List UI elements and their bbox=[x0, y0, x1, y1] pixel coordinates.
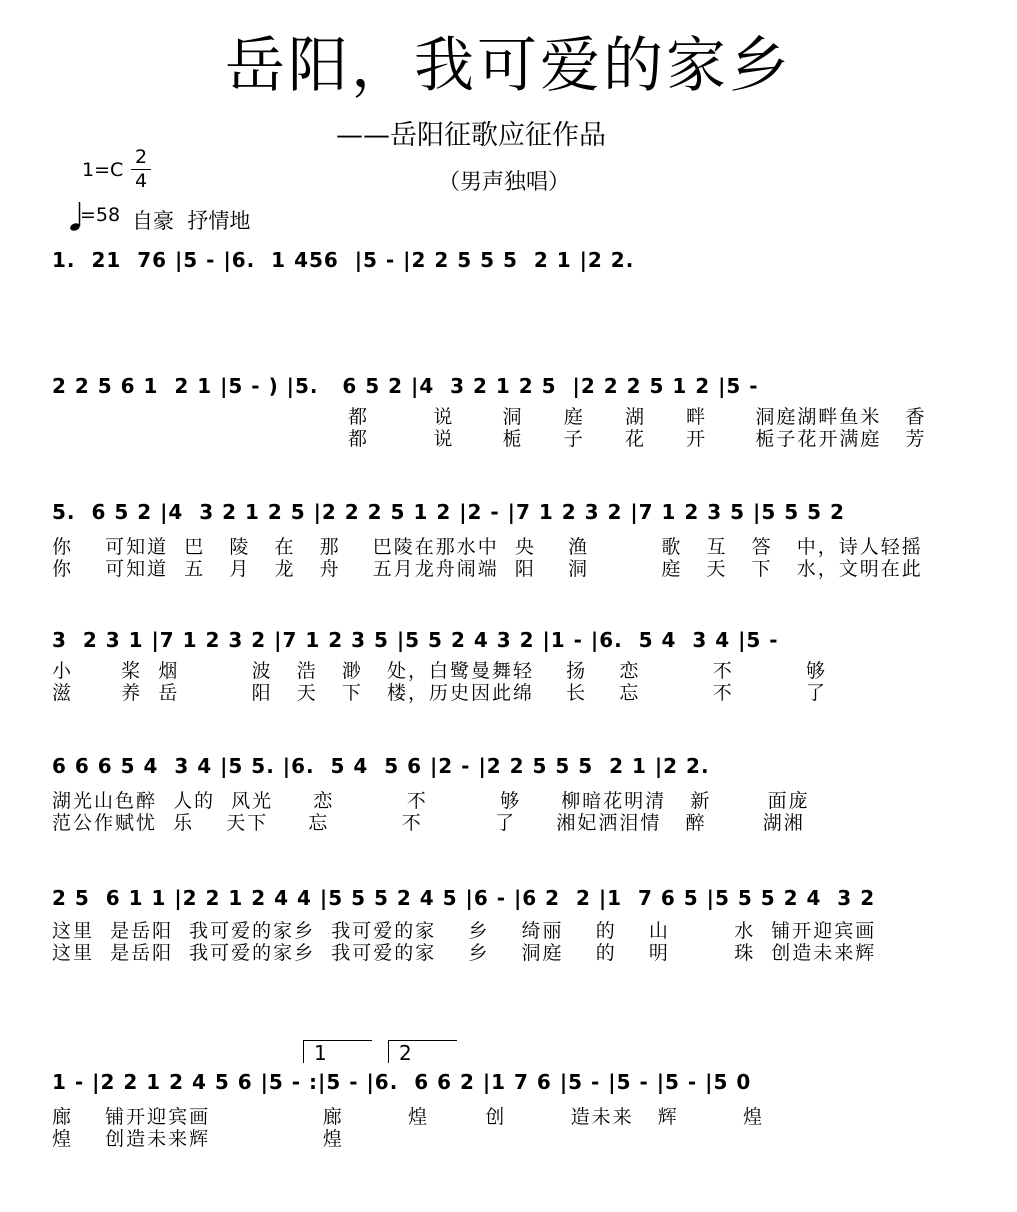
expression-marking: 自豪 抒情地 bbox=[132, 209, 251, 233]
lyric-line-7-verse-2: 煌 创造未来辉 煌 bbox=[52, 1128, 344, 1150]
song-subtitle: ——岳阳征歌应征作品 bbox=[336, 120, 606, 151]
lyric-line-5-verse-1: 湖光山色醉 人的 风光 恋 不 够 柳暗花明清 新 面庞 bbox=[52, 790, 810, 812]
song-title: 岳阳，我可爱的家乡 bbox=[225, 31, 792, 101]
notes-line-3: 5. 6 5 2 |4 3 2 1 2 5 |2 2 2 5 1 2 |2 - |7 1 2 3 2 |7 1 2 3 5 |5 5 5 2 bbox=[52, 500, 845, 524]
lyric-line-3-verse-1: 你 可知道 巴 陵 在 那 巴陵在那水中 央 渔 歌 互 答 中，诗人轻摇 bbox=[52, 536, 923, 558]
lyric-line-4-verse-2: 滋 养 岳 阳 天 下 楼，历史因此绵 长 忘 不 了 bbox=[52, 682, 828, 704]
time-signature bbox=[131, 148, 151, 191]
notes-line-4: 3 2 3 1 |7 1 2 3 2 |7 1 2 3 5 |5 5 2 4 3 2 |1 - |6. 5 4 3 4 |5 - bbox=[52, 628, 779, 652]
volta-first-number: 1 bbox=[314, 1041, 327, 1065]
lyric-line-3-verse-2: 你 可知道 五 月 龙 舟 五月龙舟闹端 阳 洞 庭 天 下 水，文明在此 bbox=[52, 558, 923, 580]
volta-first-ending bbox=[303, 1040, 372, 1063]
lyric-line-4-verse-1: 小 桨 烟 波 浩 渺 处，白鹭曼舞轻 扬 恋 不 够 bbox=[52, 660, 828, 682]
tempo-marking: =58 bbox=[80, 204, 121, 226]
lyric-line-2-verse-2: 都 说 栀 子 花 开 栀子花开满庭 芳 bbox=[348, 428, 927, 450]
notes-line-2: 2 2 5 6 1 2 1 |5 - ) |5. 6 5 2 |4 3 2 1 2 5 |2 2 2 5 1 2 |5 - bbox=[52, 374, 759, 398]
time-signature-top: 2 bbox=[134, 146, 148, 168]
key-signature: 1=C bbox=[82, 159, 124, 181]
notes-line-5: 6 6 6 5 4 3 4 |5 5. |6. 5 4 5 6 |2 - |2 2 5 5 5 2 1 |2 2. bbox=[52, 754, 710, 778]
lyric-line-6-verse-1: 这里 是岳阳 我可爱的家乡 我可爱的家 乡 绮丽 的 山 水 铺开迎宾画 bbox=[52, 920, 877, 942]
volta-second-ending bbox=[388, 1040, 457, 1063]
lyric-line-2-verse-1: 都 说 洞 庭 湖 畔 洞庭湖畔鱼米 香 bbox=[348, 406, 927, 428]
lyric-line-5-verse-2: 范公作赋忧 乐 天下 忘 不 了 湘妃洒泪情 醉 湖湘 bbox=[52, 812, 805, 834]
time-signature-bottom: 4 bbox=[134, 170, 148, 192]
volta-second-number: 2 bbox=[399, 1041, 412, 1065]
lyric-line-7-verse-1: 廊 铺开迎宾画 廊 煌 创 造未来 辉 煌 bbox=[52, 1106, 765, 1128]
lyric-line-6-verse-2: 这里 是岳阳 我可爱的家乡 我可爱的家 乡 洞庭 的 明 珠 创造未来辉 bbox=[52, 942, 877, 964]
notes-line-7: 1 - |2 2 1 2 4 5 6 |5 - :|5 - |6. 6 6 2 |1 7 6 |5 - |5 - |5 - |5 0 bbox=[52, 1070, 752, 1094]
notes-line-1: 1. 21 76 |5 - |6. 1 456 |5 - |2 2 5 5 5 2 1 |2 2. bbox=[52, 248, 635, 272]
notes-line-6: 2 5 6 1 1 |2 2 1 2 4 4 |5 5 5 2 4 5 |6 - |6 2 2 |1 7 6 5 |5 5 5 2 4 3 2 bbox=[52, 886, 876, 910]
performance-note: （男声独唱） bbox=[438, 170, 571, 195]
